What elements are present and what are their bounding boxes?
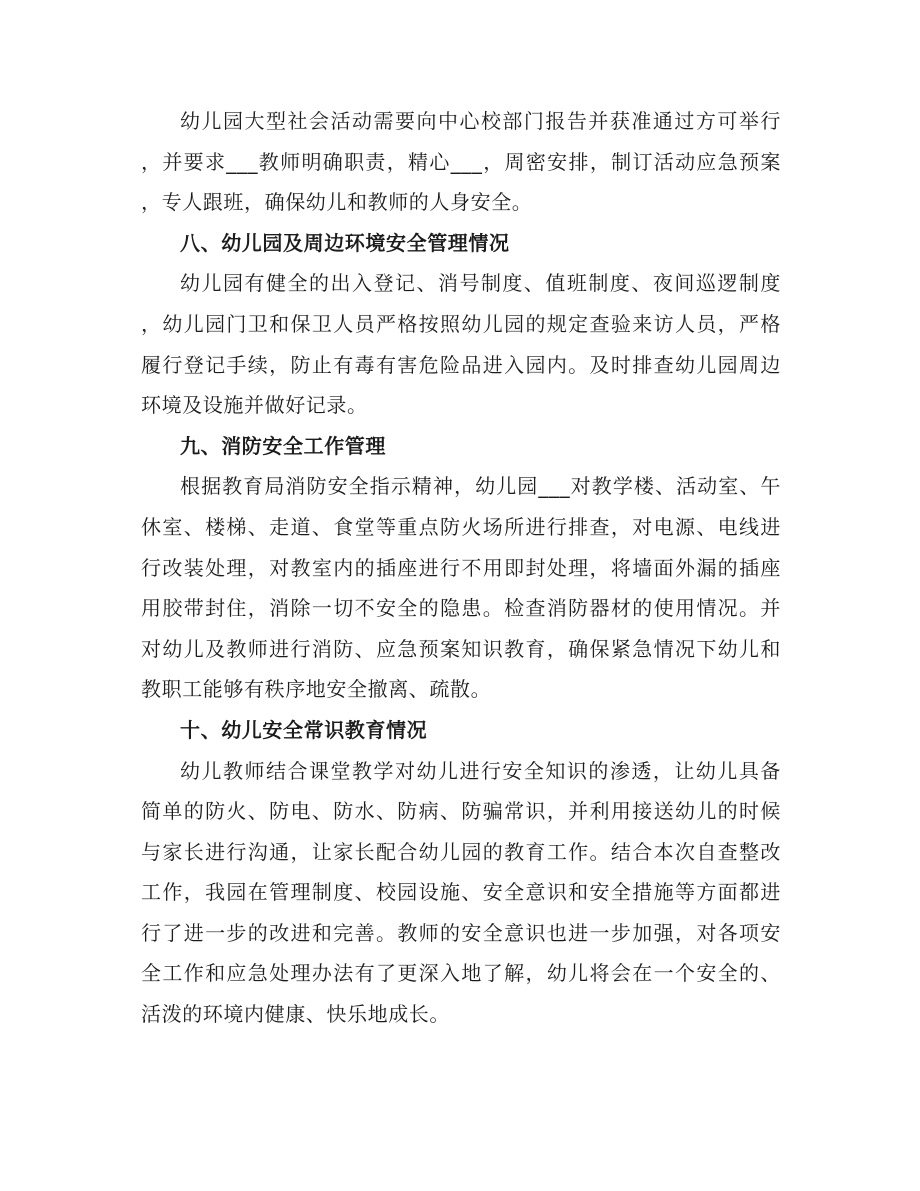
text-line: 环境及设施并做好记录。 bbox=[141, 393, 368, 418]
text-line: 活泼的环境内健康、快乐地成长。 bbox=[141, 1002, 450, 1027]
paragraph-section-9 bbox=[141, 466, 781, 710]
section-10-heading: 十、幼儿安全常识教育情况 bbox=[180, 717, 428, 742]
text-line: 简单的防火、防电、防水、防病、防骗常识，并利用接送幼儿的时候 bbox=[141, 799, 781, 824]
text-line: 根据教育局消防安全指示精神，幼儿园___对教学楼、活动室、午 bbox=[180, 474, 781, 499]
document-body bbox=[141, 101, 781, 1035]
text-line: 行了进一步的改进和完善。教师的安全意识也进一步加强，对各项安 bbox=[141, 920, 781, 945]
text-line: 幼儿园大型社会活动需要向中心校部门报告并获准通过方可举行 bbox=[180, 109, 781, 133]
text-line: ，并要求___教师明确职责，精心___，周密安排，制订活动应急预案 bbox=[141, 149, 781, 174]
text-line: 全工作和应急处理办法有了更深入地了解，幼儿将会在一个安全的、 bbox=[141, 961, 781, 986]
paragraph-section-10 bbox=[141, 751, 781, 1035]
section-9-heading: 九、消防安全工作管理 bbox=[180, 433, 386, 458]
text-line: 对幼儿及教师进行消防、应急预案知识教育，确保紧急情况下幼儿和 bbox=[141, 636, 781, 661]
text-line: 用胶带封住，消除一切不安全的隐患。检查消防器材的使用情况。并 bbox=[141, 596, 781, 621]
text-line: 行改装处理，对教室内的插座进行不用即封处理，将墙面外漏的插座 bbox=[141, 555, 781, 580]
text-line: 休室、楼梯、走道、食堂等重点防火场所进行排查，对电源、电线进 bbox=[141, 514, 781, 539]
text-line: 工作，我园在管理制度、校园设施、安全意识和安全措施等方面都进 bbox=[141, 880, 781, 905]
text-line: ，专人跟班，确保幼儿和教师的人身安全。 bbox=[141, 190, 533, 215]
text-line: 教职工能够有秩序地安全撤离、疏散。 bbox=[141, 677, 492, 702]
section-8-heading: 八、幼儿园及周边环境安全管理情况 bbox=[180, 230, 510, 255]
paragraph-activity bbox=[141, 101, 781, 223]
text-line: 履行登记手续，防止有毒有害危险品进入园内。及时排查幼儿园周边 bbox=[141, 352, 781, 377]
text-line: 幼儿教师结合课堂教学对幼儿进行安全知识的渗透，让幼儿具备 bbox=[180, 758, 781, 783]
text-line: ，幼儿园门卫和保卫人员严格按照幼儿园的规定查验来访人员，严格 bbox=[141, 311, 781, 336]
text-line: 幼儿园有健全的出入登记、消号制度、值班制度、夜间巡逻制度 bbox=[180, 271, 781, 296]
paragraph-section-8 bbox=[141, 263, 781, 425]
text-line: 与家长进行沟通，让家长配合幼儿园的教育工作。结合本次自查整改 bbox=[141, 839, 781, 864]
